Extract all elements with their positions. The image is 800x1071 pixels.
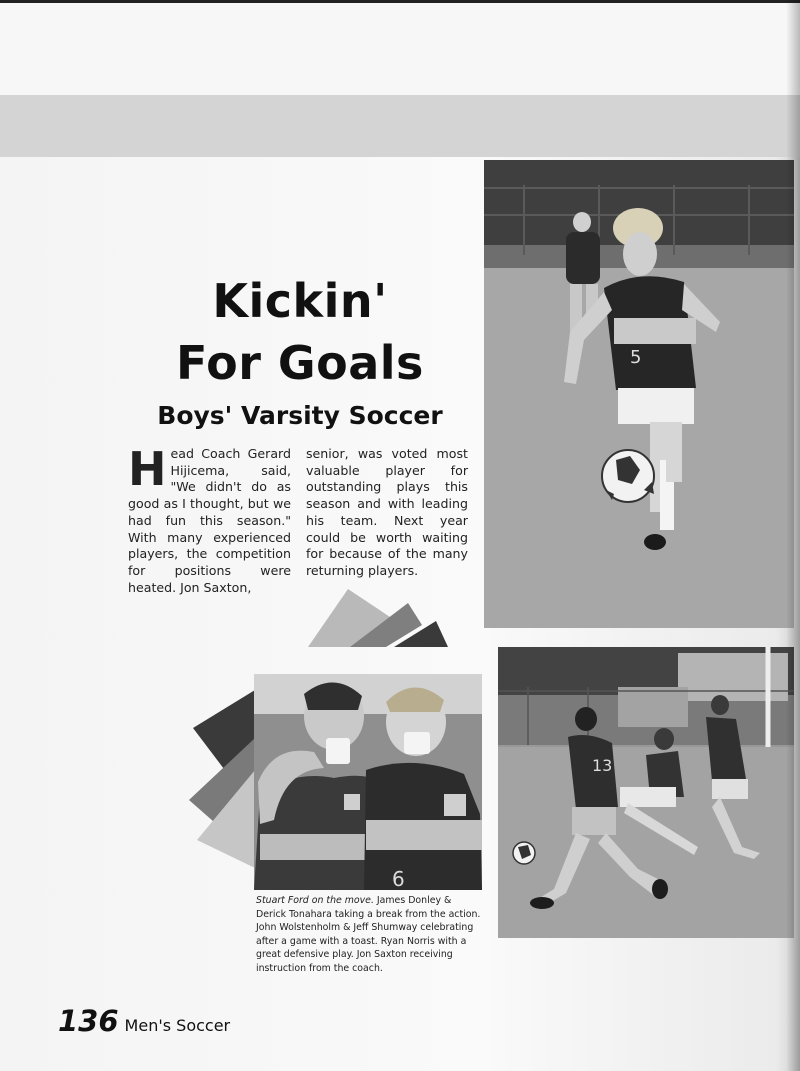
page-folio (58, 1004, 230, 1038)
top-margin (0, 0, 800, 95)
photo-players-toast (254, 674, 482, 890)
article-column-2: senior, was voted most valuable player for outstanding plays this season and with leading his team. Next year could be worth waiting for because of the many returning players. (306, 446, 468, 578)
headline-line-1: Kickin' (212, 274, 388, 328)
caption-text: James Donley & Derick Tonahara taking a break from the action. John Wolstenholm & Jeff Shumway celebrating after a game with a toast. Ryan Norris with a great defensive play. Jon Saxton receiving instruction from the coach. (256, 895, 481, 974)
binding-shadow (786, 0, 800, 1071)
decorative-triangles-top (300, 585, 455, 650)
gray-header-band (0, 95, 800, 157)
drop-cap: H (128, 442, 167, 496)
photo-defensive-play (498, 647, 794, 938)
photo-caption (256, 894, 484, 976)
headline-line-2: For Goals (176, 336, 424, 390)
caption-lead: Stuart Ford on the move. (256, 895, 374, 906)
article-column-1 (128, 442, 291, 596)
decorative-triangles-left (185, 690, 260, 870)
subheadline: Boys' Varsity Soccer (157, 401, 443, 430)
photo-player-running (484, 160, 794, 628)
jersey-number-6: 6 (392, 867, 405, 890)
section-name: Men's Soccer (124, 1016, 231, 1035)
article-column-1-text: ead Coach Gerard Hijicema, said, "We didn't do as good as I thought, but we had fun this season." With many experienced players, the competition for positions were heated. Jon Saxton, (128, 446, 291, 595)
page-number: 136 (58, 1004, 119, 1038)
jersey-number-13: 13 (592, 756, 613, 775)
top-edge-line (0, 0, 800, 3)
jersey-number-5: 5 (630, 347, 642, 368)
